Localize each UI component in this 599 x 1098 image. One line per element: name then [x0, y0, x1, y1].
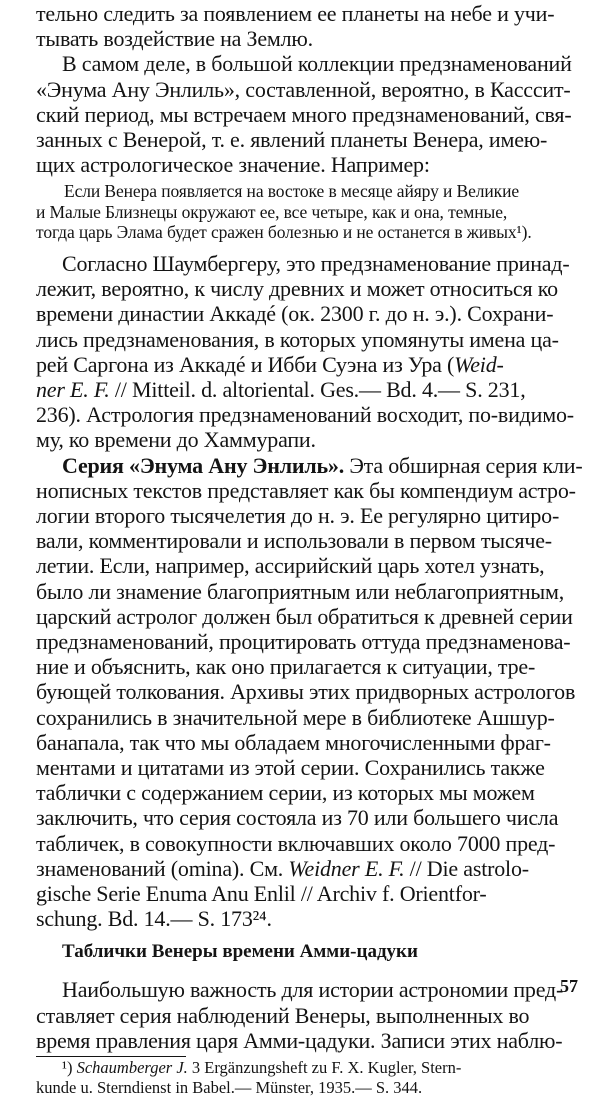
- body-line: логии второго тысячелетия до н. э. Ее регулярно цитиро-: [36, 502, 560, 528]
- body-line: тывать воздействие на Землю.: [36, 26, 313, 52]
- body-line: царский астролог должен был обратиться к древней серии: [36, 603, 573, 629]
- body-line: му, ко времени до Хаммурапи.: [36, 427, 316, 453]
- body-line: ментами и цитатами из этой серии. Сохранились также: [36, 754, 545, 780]
- body-line: Согласно Шаумбергеру, это предзнаменование принад-: [62, 250, 570, 276]
- body-line: «Энума Ану Энлиль», составленной, вероятно, в Касссит-: [36, 76, 571, 102]
- body-line: Наибольшую важность для истории астрономии пред-: [62, 977, 564, 1003]
- body-line: время правления царя Амми-цадуки. Записи этих наблю-: [36, 1027, 563, 1053]
- quote-line: и Малые Близнецы окружают ее, все четыре, как и она, темные,: [36, 201, 508, 222]
- body-line: лись предзнаменования, в которых упомянуты имена ца-: [36, 326, 559, 352]
- body-line: было ли знамение благоприятным или неблагоприятным,: [36, 578, 565, 604]
- body-line: табличек, в совокупности включавших около 7000 пред-: [36, 830, 556, 856]
- page-number: 57: [560, 976, 578, 996]
- body-line: щих астрологическое значение. Например:: [36, 152, 430, 178]
- body-line: В самом деле, в большой коллекции предзнаменований: [62, 51, 572, 77]
- body-line: schung. Bd. 14.— S. 173²⁴.: [36, 906, 272, 932]
- body-line: сохранились в значительной мере в библиотеке Ашшур-: [36, 704, 555, 730]
- body-line: gische Serie Enuma Anu Enlil // Archiv f. Orientfor-: [36, 880, 487, 906]
- footnote-line: ¹) Schaumberger J. 3 Ergänzungsheft zu F. X. Kugler, Stern-: [62, 1057, 462, 1077]
- body-line: бующей толкования. Архивы этих придворных астрологов: [36, 679, 576, 705]
- section-heading: Таблички Венеры времени Амми-цадуки: [62, 941, 418, 963]
- body-line: занных с Венерой, т. е. явлений планеты Венера, имею-: [36, 127, 548, 152]
- body-line: заключить, что серия состояла из 70 или большего числа: [36, 805, 559, 831]
- body-line: предзнаменований, процитировать оттуда предзнаменова-: [36, 628, 571, 654]
- body-line: ner E. F. // Mitteil. d. altoriental. Ges.— Bd. 4.— S. 231,: [36, 376, 526, 402]
- body-line: нописных текстов представляет как бы компендиум астро-: [36, 477, 576, 503]
- body-line: вали, комментировали и использовали в первом тысяче-: [36, 528, 552, 554]
- quote-line: Если Венера появляется на востоке в месяце айяру и Великие: [64, 181, 520, 202]
- body-line: ние и объяснить, как оно прилагается к ситуации, тре-: [36, 654, 536, 680]
- body-line: времени династии Аккадé (ок. 2300 г. до н. э.). Сохрани-: [36, 301, 554, 327]
- body-line: рей Саргона из Аккадé и Ибби Суэна из Ура (Weid-: [36, 351, 504, 377]
- body-line: Серия «Энума Ану Энлиль». Эта обширная серия кли-: [62, 452, 583, 478]
- body-line: ставляет серия наблюдений Венеры, выполненных во: [36, 1002, 530, 1028]
- body-line: ский период, мы встречаем много предзнаменований, свя-: [36, 101, 572, 127]
- body-line: 236). Астрология предзнаменований восходит, по-видимо-: [36, 402, 574, 428]
- quote-line: тогда царь Элама будет сражен болезнью и не останется в живых¹).: [36, 222, 532, 243]
- body-line: банапала, так что мы обладаем многочисленными фраг-: [36, 729, 551, 755]
- body-line: таблички с содержанием серии, из которых мы можем: [36, 780, 535, 806]
- body-line: лежит, вероятно, к числу древних и может относиться ко: [36, 276, 558, 302]
- body-line: летии. Если, например, ассирийский царь хотел узнать,: [36, 553, 545, 579]
- footnote-line: kunde u. Sterndienst in Babel.— Münster, 1935.— S. 344.: [36, 1077, 423, 1097]
- body-line: тельно следить за появлением ее планеты на небе и учи-: [36, 1, 555, 26]
- footnote-rule: [36, 1056, 186, 1057]
- body-line: знаменований (omina). См. Weidner E. F. // Die astrolo-: [36, 855, 529, 881]
